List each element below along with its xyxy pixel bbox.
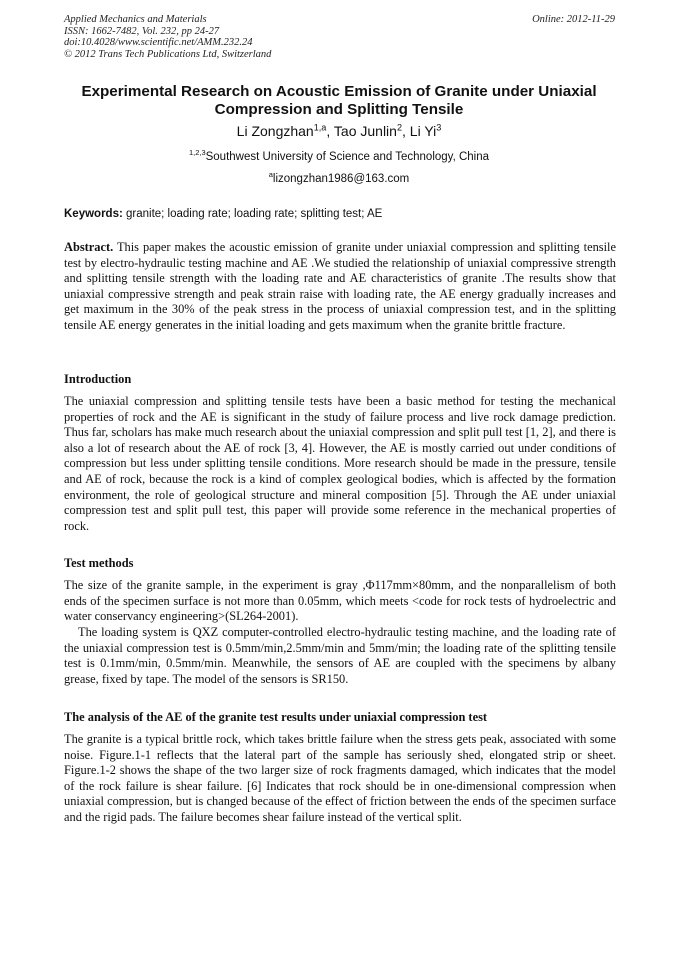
- author-superscript: 1,a: [313, 122, 327, 133]
- email-superscript: a: [268, 170, 273, 180]
- section-heading-test-methods: Test methods: [64, 556, 134, 570]
- abstract-label: Abstract.: [64, 240, 114, 254]
- online-date: Online: 2012-11-29: [532, 14, 615, 25]
- analysis-paragraph: The granite is a typical brittle rock, which takes brittle failure when the stress gets peak, associated with some noise. Figure.1-1 reflects that the lateral part of the sample has seriously shed, elongated strip or sheet. Figure.1-2 shows the shape of the two larger size of rock fragments damaged, which indicates that the model of the rock failure is shear failure. [6] Indicates that rock should be in one-dimensional compression when uniaxial compression, but is changed because of the effect of friction between the ends of the specimen surface and the rigid pads. The failure becomes shear failure instead of the vertical split.: [64, 732, 616, 824]
- test-methods-paragraph-2: The loading system is QXZ computer-controlled electro-hydraulic testing machine, and the loading rate of the uniaxial compression test is 0.5mm/min,2.5mm/min and 5mm/min; the loading rate of the splitting tensile test is 0.1mm/min, 0.5mm/min. Meanwhile, the sensors of AE are coupled with the specimens by albany grease, fixed by tape. The model of the sensors is SR150.: [64, 625, 616, 686]
- journal-header: [64, 14, 271, 60]
- affiliation-text: Southwest University of Science and Technology, China: [205, 151, 490, 163]
- keywords: [64, 207, 616, 221]
- author-superscript: 3: [436, 122, 442, 133]
- author-name: Li Zongzhan: [236, 123, 314, 139]
- keywords-text: granite; loading rate; loading rate; splitting test; AE: [122, 208, 383, 220]
- email-text: lizongzhan1986@163.com: [272, 173, 410, 185]
- section-heading-introduction: Introduction: [64, 372, 132, 386]
- section-heading-analysis: The analysis of the AE of the granite test results under uniaxial compression test: [64, 710, 488, 724]
- test-methods-paragraph-1: The size of the granite sample, in the experiment is gray ,Φ117mm×80mm, and the nonparallelism of both ends of the specimen surface is not more than 0.05mm, which meets <code for rock tests of hydroelectric and water conservancy engineering>(SL264-2001).: [64, 578, 616, 624]
- author-separator: ,: [326, 123, 334, 139]
- doi-line: doi:10.4028/www.scientific.net/AMM.232.24: [64, 37, 253, 48]
- keywords-label: Keywords:: [64, 208, 123, 220]
- author-list: [60, 122, 618, 140]
- copyright-line: © 2012 Trans Tech Publications Ltd, Switzerland: [64, 48, 272, 60]
- author-name: Tao Junlin: [333, 123, 397, 139]
- abstract-text: This paper makes the acoustic emission of granite under uniaxial compression and splitting tensile test by electro-hydraulic testing machine and AE .We studied the relationship of uniaxial compressive strength and splitting tensile strength with the loading rate and AE characteristics of granite .The results show that uniaxial compressive strength and peak strain raise with loading rate, the AE energy gradually increases and get maximum in the 30% of the peak stress in the process of uniaxial compression test, and in the splitting tensile AE energy generates in the initial loading and gets maximum when the granite brittle fracture.: [64, 240, 616, 332]
- abstract: [64, 240, 616, 334]
- paper-title: Experimental Research on Acoustic Emission of Granite under Uniaxial Compression and Splitting Tensile: [81, 83, 597, 118]
- affiliation: [60, 150, 618, 164]
- affiliation-superscript: 1,2,3: [188, 148, 206, 158]
- author-name: Li Yi: [409, 123, 437, 139]
- journal-name: Applied Mechanics and Materials: [64, 14, 207, 25]
- author-separator: ,: [402, 123, 410, 139]
- introduction-paragraph: The uniaxial compression and splitting tensile tests have been a basic method for testing the mechanical properties of rock and the AE is significant in the study of failure process and live rock damage prediction. Thus far, scholars has make much research about the uniaxial compression and split pull test [1, 2], and there is also a lot of research about the AE of rock [3, 4]. However, the AE is mostly carried out under conditions of compression but less under splitting tensile conditions. More research should be made in the pressure, tensile and AE of rock, because the rock is a kind of complex geological bodies, which is affected by the formation environment, the role of geological structure and mineral composition [5]. Through the AE under uniaxial compression test and split pull test, this paper will provide some reference in the mechanical properties of rock.: [64, 394, 616, 533]
- author-email: [60, 172, 618, 186]
- issn-line: ISSN: 1662-7482, Vol. 232, pp 24-27: [64, 25, 220, 37]
- author-superscript: 2: [396, 122, 403, 133]
